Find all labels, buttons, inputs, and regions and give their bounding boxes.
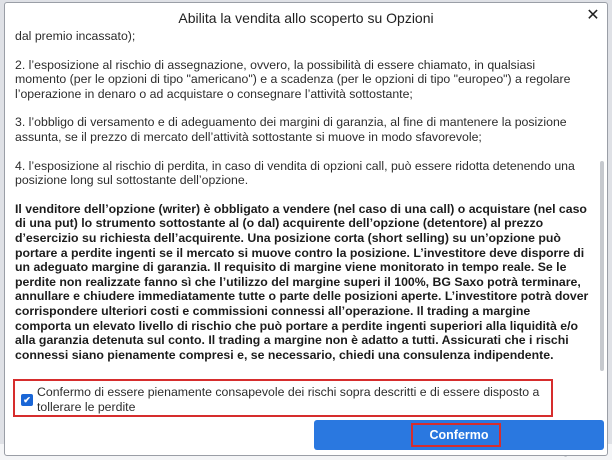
confirm-button-highlight <box>411 423 501 447</box>
content-scrollbar[interactable] <box>599 31 605 411</box>
confirmation-highlight <box>13 379 553 417</box>
paragraph-premium: dal premio incassato); <box>15 29 136 43</box>
confirmation-checkbox[interactable]: ✔ <box>21 394 33 406</box>
dialog-title: Abilita la vendita allo scoperto su Opzioni <box>178 10 434 26</box>
paragraph-writer-warning: Il venditore dell’opzione (writer) è obbligato a vendere (nel caso di una call) o acquistare (nel caso di una put) lo strumento sottostante al (o dal) acquirente dell’opzione (detentore) al prezzo d’esercizio su richiesta dell’acquirente. Una posizione corta (short selling) su un’opzione può portare a perdite ingenti se il mercato si muove contro la posizione. L’investitore deve disporre di un adeguato margine di garanzia. Il requisito di margine viene monitorato in tempo reale. Se le perdite non realizzate fanno sì che l’utilizzo del margine superi il 100%, BG Saxo potrà terminare, annullare e chiudere immediatamente tutte o parte delle posizioni aperte. L’investitore potrà dover corrispondere ulteriori costi e commissioni connessi all’operazione. Il trading a margine comporta un elevato livello di rischio che può portare a perdite ingenti superiori alla liquidità e/o alla garanzia detenuta sul conto. Il trading a margine non è adatto a tutti. Assicurati che i rischi connessi siano pienamente compresi e, se necessario, chiedi una consulenza indipendente. <box>15 201 589 362</box>
close-icon[interactable]: ✕ <box>586 7 600 24</box>
confirm-button[interactable] <box>314 420 604 450</box>
paragraph-margin-obligation: 3. l’obbligo di versamento e di adeguamento dei margini di garanzia, al fine di mantenere la posizione assunta, se il prezzo di mercato dell’attività sottostante si muove in modo sfavorevole; <box>15 115 567 144</box>
confirm-button-label: Confermo <box>429 428 489 442</box>
paragraph-assignment-risk: 2. l’esposizione al rischio di assegnazione, ovvero, la possibilità di essere chiamato, in qualsiasi momento (per le opzioni di tipo "americano") e a scadenza (per le opzioni di tipo "europeo") a regolare l’operazione in denaro o ad acquistare o consegnare l’attività sottostante; <box>15 57 571 101</box>
paragraph-loss-risk: 4. l’esposizione al rischio di perdita, in caso di vendita di opzioni call, può essere ridotta detenendo una posizione long sul sottostante dell’opzione. <box>15 158 575 188</box>
confirmation-label[interactable]: Confermo di essere pienamente consapevole dei rischi sopra descritti e di essere disposto a tollerare le perdite <box>37 385 540 414</box>
short-selling-dialog <box>4 2 608 456</box>
scrollbar-thumb[interactable] <box>600 161 604 371</box>
risk-disclosure-text <box>15 29 589 375</box>
